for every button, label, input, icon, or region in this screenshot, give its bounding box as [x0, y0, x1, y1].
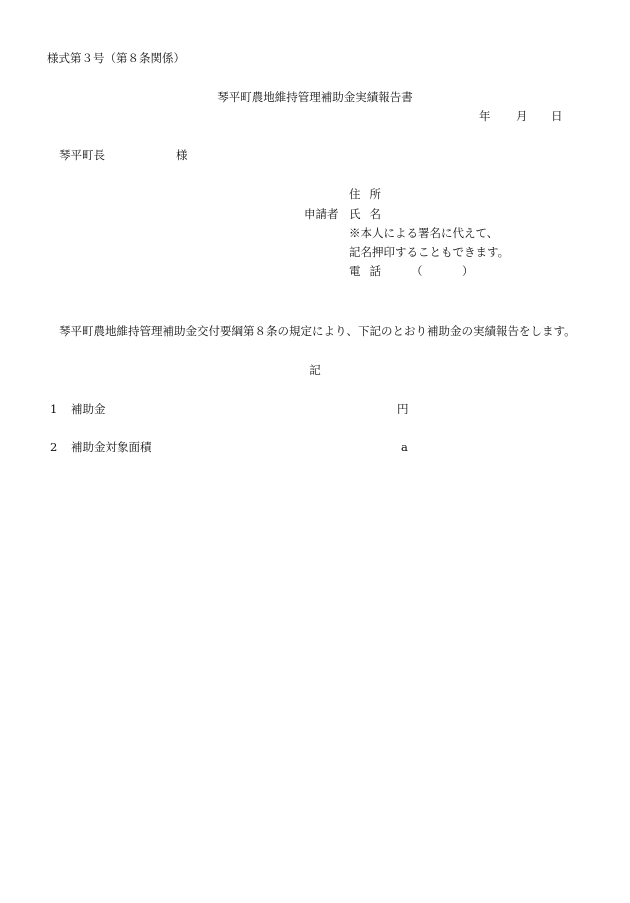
document-title: 琴平町農地維持管理補助金実績報告書	[217, 90, 413, 104]
applicant-role-label: 申請者	[304, 207, 339, 221]
phone-label: 電話	[349, 264, 390, 278]
address-label: 住所	[349, 187, 390, 201]
item-label: 補助金	[71, 402, 106, 416]
date-day-label: 日	[551, 109, 563, 123]
item-number: 1	[50, 402, 58, 416]
body-text: 琴平町農地維持管理補助金交付要綱第８条の規定により、下記のとおり補助金の実績報告をします。	[59, 324, 576, 338]
item-label: 補助金対象面積	[71, 440, 152, 454]
signature-note-line-1: ※本人による署名に代えて、	[349, 226, 499, 240]
phone-paren-close: ）	[462, 264, 474, 278]
phone-paren-open: （	[411, 264, 423, 278]
name-label: 氏名	[349, 207, 390, 221]
addressee-honorific: 様	[176, 148, 188, 162]
item-number: 2	[50, 440, 58, 454]
signature-note-line-2: 記名押印することもできます。	[349, 245, 510, 259]
addressee-name: 琴平町長	[59, 148, 105, 162]
date-month-label: 月	[516, 109, 528, 123]
date-year-label: 年	[479, 109, 491, 123]
item-unit: a	[401, 440, 408, 454]
ki-heading: 記	[309, 363, 321, 377]
item-unit: 円	[397, 402, 409, 416]
form-number: 様式第３号（第８条関係）	[47, 51, 185, 65]
